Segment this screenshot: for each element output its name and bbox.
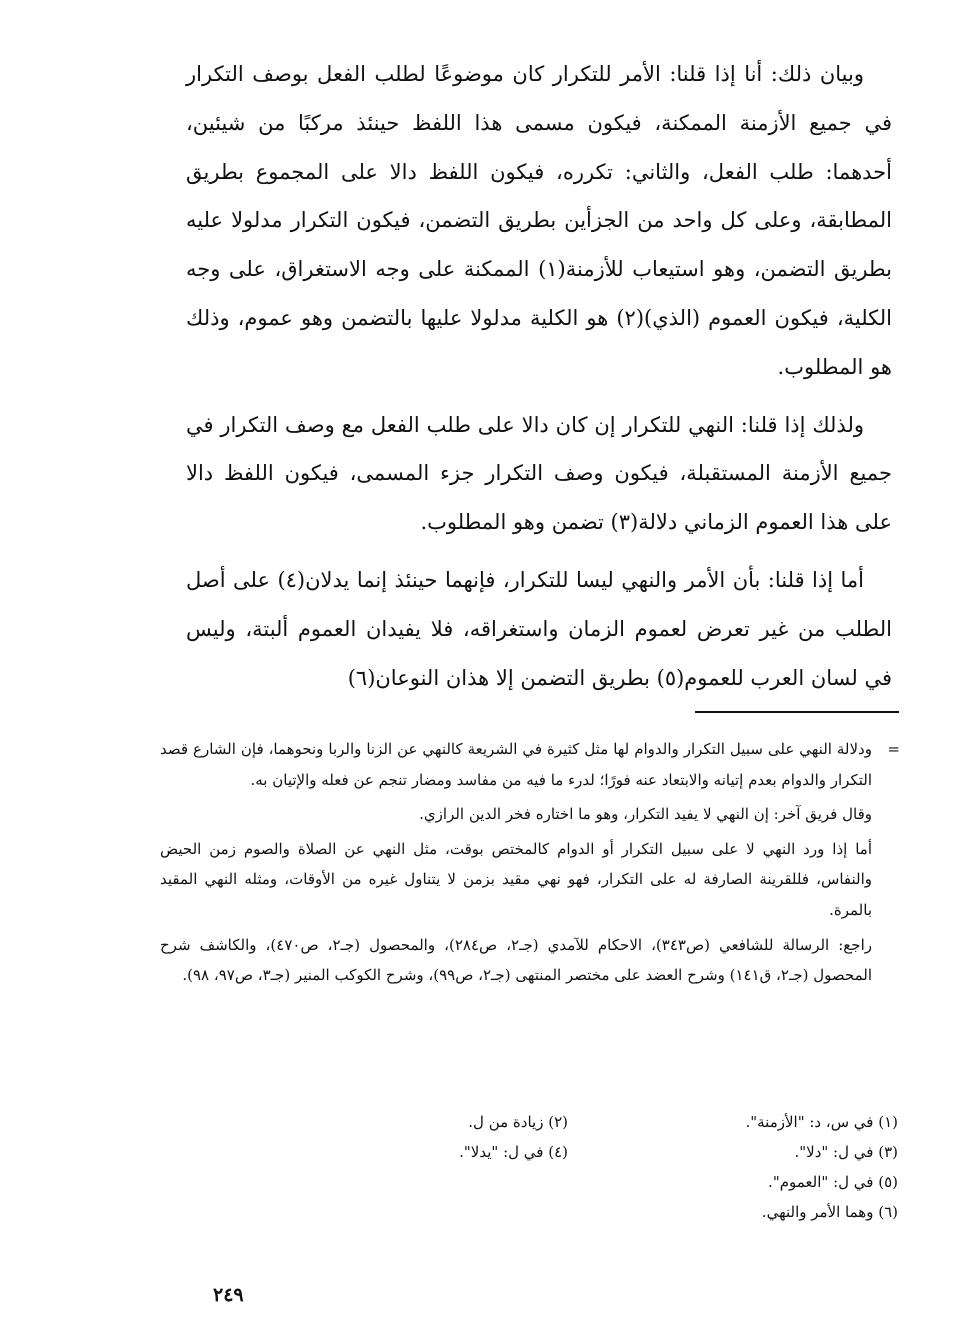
main-text	[186, 50, 892, 702]
note-5: (٥) في ل: "العموم".	[768, 1173, 898, 1191]
notes-row	[300, 1107, 898, 1137]
footnote-paragraph: ودلالة النهي على سبيل التكرار والدوام لها مثل كثيرة في الشريعة كالنهي عن الزنا والربا ونحوهما، فإن الشارع قصد التكرار والدوام بعدم إتيانه والابتعاد عنه فورًا؛ لدرء ما فيه من مفاسد ومضار تنجم عن فعله والإتيان به.	[160, 740, 872, 789]
notes-row	[300, 1197, 898, 1227]
notes-row	[300, 1167, 898, 1197]
footnote-paragraph: أما إذا ورد النهي لا على سبيل التكرار أو الدوام كالمختص بوقت، مثل النهي عن الصلاة والصوم زمن الحيض والنفاس، فللقرينة الصارفة له على التكرار، فهو نهي مقيد بزمن لا يتناول غيره من الأوقات، ومثله النهي المقيد بالمرة.	[160, 839, 872, 919]
note-2: (٢) زيادة من ل.	[468, 1113, 568, 1131]
main-paragraph: أما إذا قلنا: بأن الأمر والنهي ليسا للتكرار، فإنهما حينئذ إنما يدلان(٤) على أصل الطلب من غير تعرض لعموم الزمان واستغراقه، فلا يفيدان العموم ألبتة، وليس في لسان العرب للعموم(٥) بطريق التضمن إلا هذان النوعان(٦)	[186, 567, 892, 690]
continuation-mark: =	[887, 740, 900, 758]
note-6: (٦) وهما الأمر والنهي.	[761, 1203, 898, 1221]
footnote-paragraph: راجع: الرسالة للشافعي (ص٣٤٣)، الاحكام للآمدي (جـ٢، ص٢٨٤)، والمحصول (جـ٢، ص٤٧٠)، والكاشف شرح المحصول (جـ٢، ق١٤١) وشرح العضد على مختصر المنتهى (جـ٢، ص٩٩)، وشرح الكوكب المنير (جـ٣، ص٩٧، ٩٨).	[160, 935, 872, 985]
footnote-continuation	[160, 734, 900, 991]
apparatus-notes	[300, 1107, 898, 1227]
footnote-paragraph: وقال فريق آخر: إن النهي لا يفيد التكرار، وهو ما اختاره فخر الدين الرازي.	[419, 805, 872, 824]
note-3: (٣) في ل: "دلا".	[794, 1143, 898, 1161]
notes-row	[300, 1137, 898, 1167]
main-paragraph: وبيان ذلك: أنا إذا قلنا: الأمر للتكرار كان موضوعًا لطلب الفعل بوصف التكرار في جميع الأزمنة الممكنة، فيكون مسمى هذا اللفظ حينئذ مركبًا من شيئين، أحدهما: طلب الفعل، والثاني: تكرره، فيكون اللفظ دالا على المجموع بطريق المطابقة، وعلى كل واحد من الجزأين بطريق التضمن، فيكون التكرار مدلولا عليه بطريق التضمن، وهو استيعاب للأزمنة(١) الممكنة على وجه الاستغراق، على وجه الكلية، فيكون العموم (الذي)(٢) هو الكلية مدلولا عليها بالتضمن وهو عموم، وذلك هو المطلوب.	[186, 62, 892, 379]
page-number: ٢٤٩	[213, 1284, 244, 1306]
footnote-separator	[695, 711, 899, 713]
main-paragraph: ولذلك إذا قلنا: النهي للتكرار إن كان دالا على طلب الفعل مع وصف التكرار في جميع الأزمنة المستقبلة، فيكون وصف التكرار جزء المسمى، فيكون اللفظ دالا على هذا العموم الزماني دلالة(٣) تضمن وهو المطلوب.	[186, 412, 892, 535]
note-4: (٤) في ل: "يدلا".	[459, 1143, 568, 1161]
note-1: (١) في س، د: "الأزمنة".	[745, 1113, 898, 1131]
